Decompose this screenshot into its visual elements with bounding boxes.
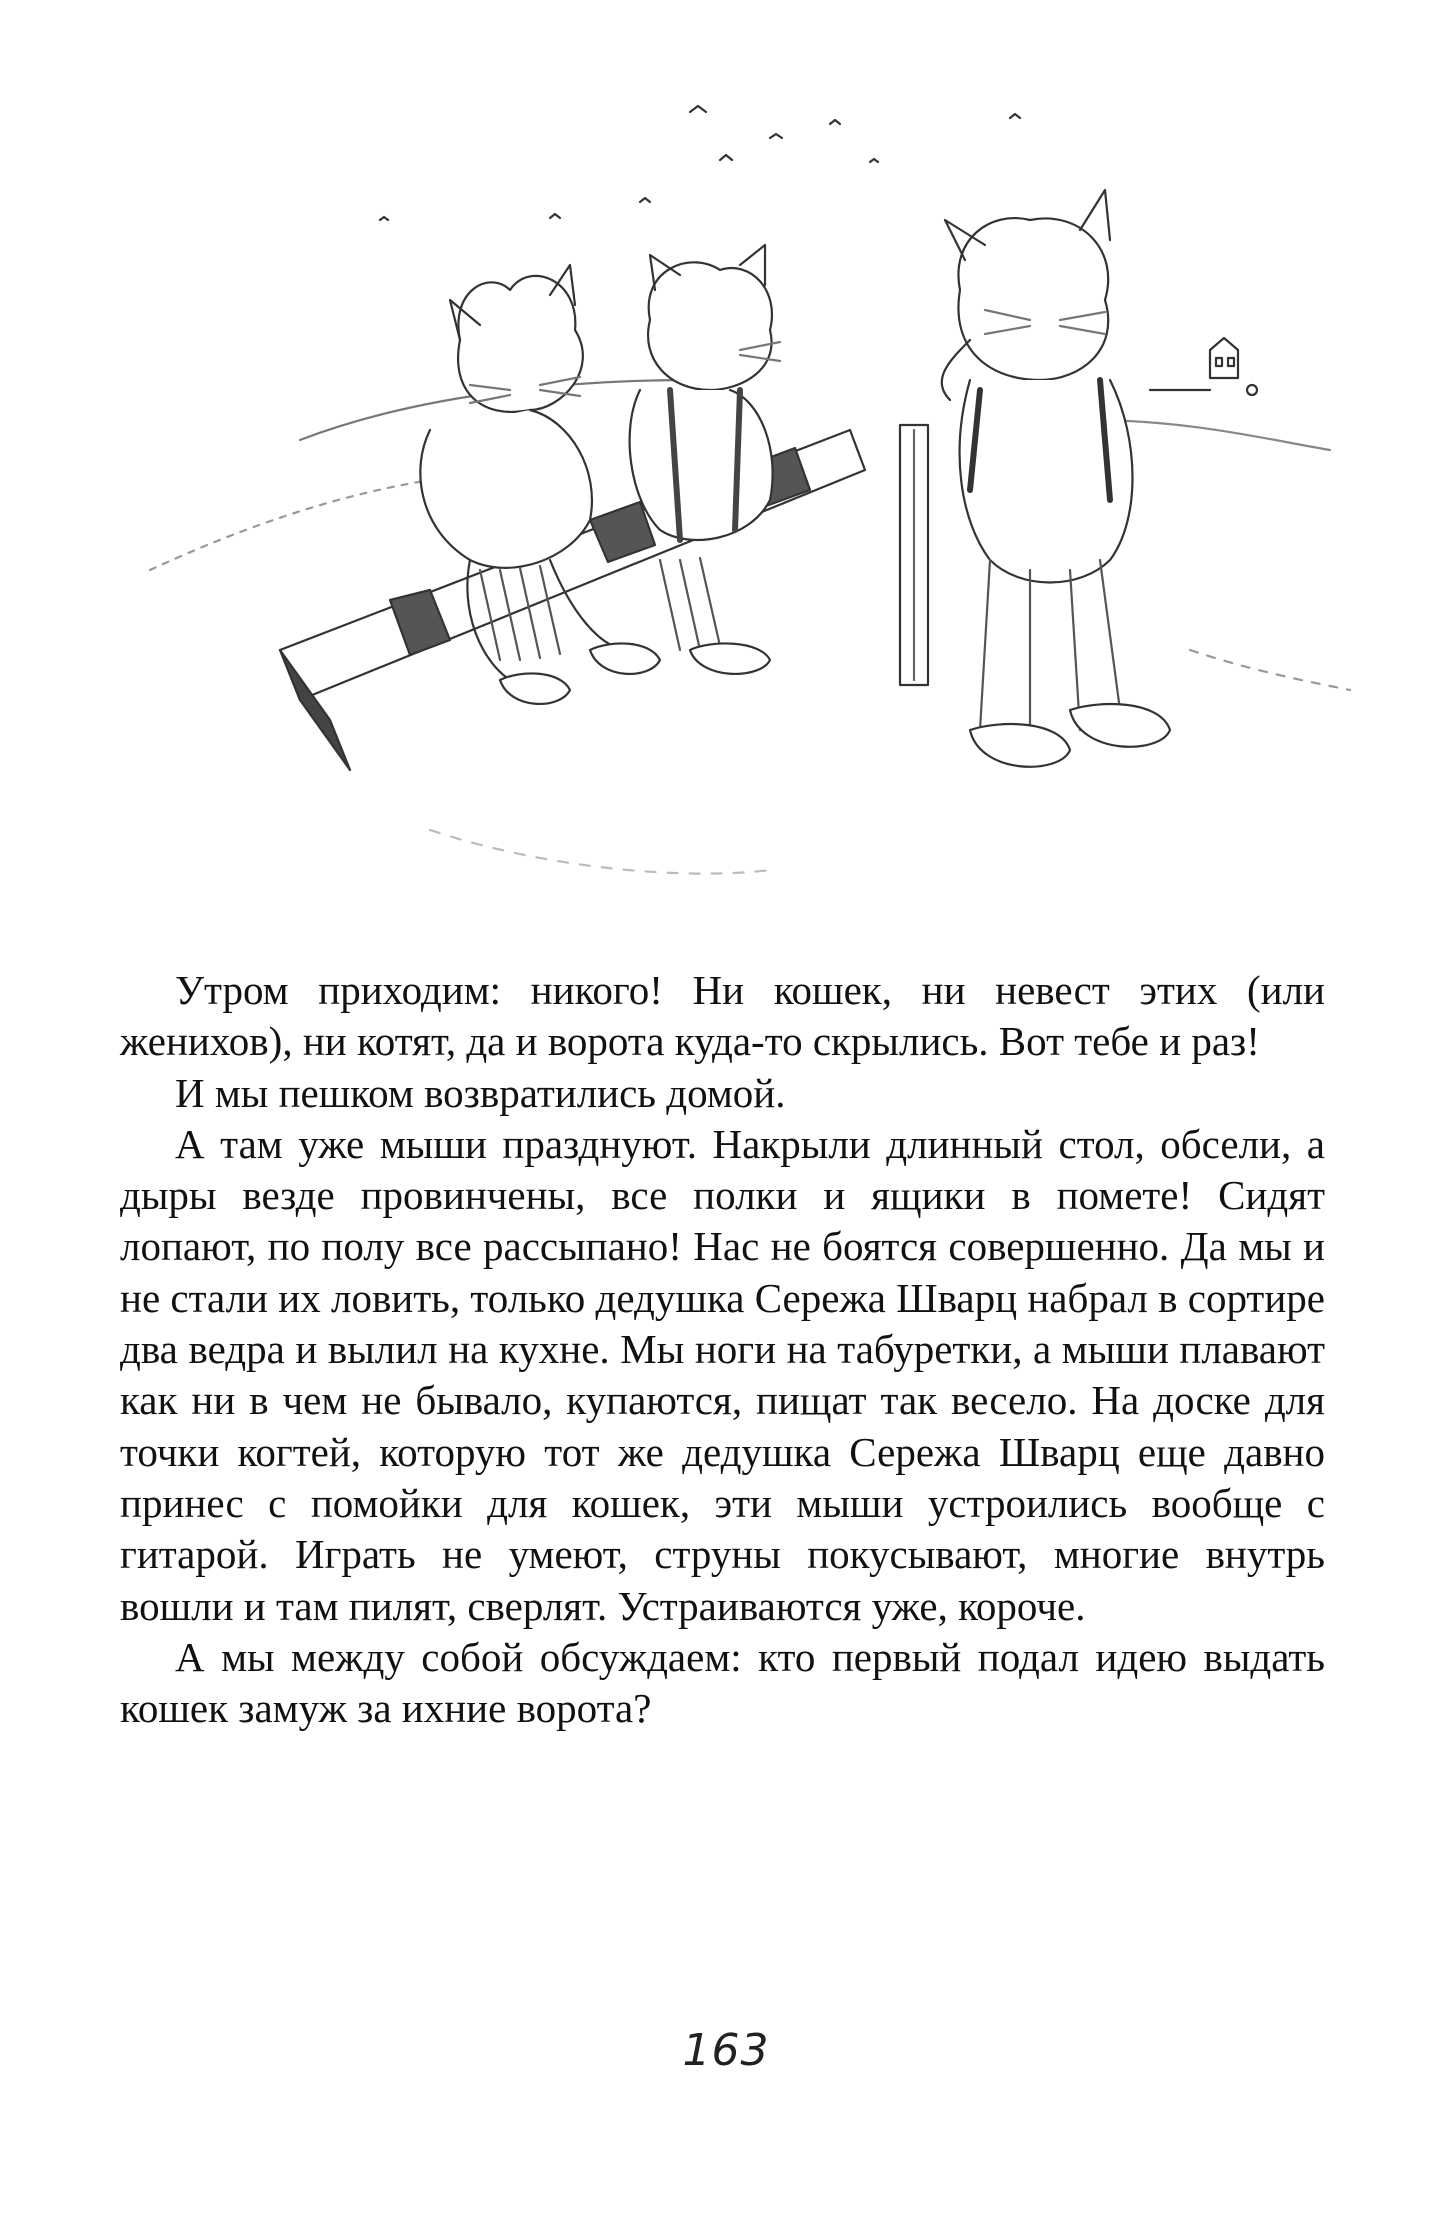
cat-standing-icon <box>942 190 1170 767</box>
page-number: 163 <box>682 2025 770 2076</box>
cats-on-barrier-illustration <box>130 90 1370 890</box>
paragraph: А там уже мыши празднуют. Накрыли длинный стол, обсели, а дыры везде провинчены, все полки и ящики в помете! Сидят лопают, по полу все рассыпано! Нас не боятся совершенно. Да мы и не стали их ловить, только дедушка Сережа Шварц набрал в сортире два ведра и вылил на кухне. Мы ноги на табуретки, а мыши плавают как ни в чем не бывало, купаются, пищат так весело. На доске для точки когтей, которую тот же дедушка Сережа Шварц еще давно принес с помойки для кошек, эти мыши устроились вообще с гитарой. Играть не умеют, струны покусывают, многие внутрь вошли и там пилят, сверлят. Устраиваются уже, короче. <box>120 1120 1325 1629</box>
body-text <box>120 965 1325 1734</box>
barrier-icon <box>280 425 928 770</box>
paragraph: А мы между собой обсуждаем: кто первый подал идею выдать кошек замуж за ихние ворота? <box>120 1633 1325 1732</box>
birds-icon <box>380 106 1020 220</box>
cat-left-icon <box>420 265 660 704</box>
paragraph: Утром приходим: никого! Ни кошек, ни невест этих (или женихов), ни котят, да и ворота куда-то скрылись. Вот тебе и раз! <box>120 967 1325 1065</box>
cat-middle-icon <box>630 245 780 674</box>
paragraph: И мы пешком возвратились домой. <box>175 1069 786 1116</box>
house-icon <box>1150 338 1257 395</box>
